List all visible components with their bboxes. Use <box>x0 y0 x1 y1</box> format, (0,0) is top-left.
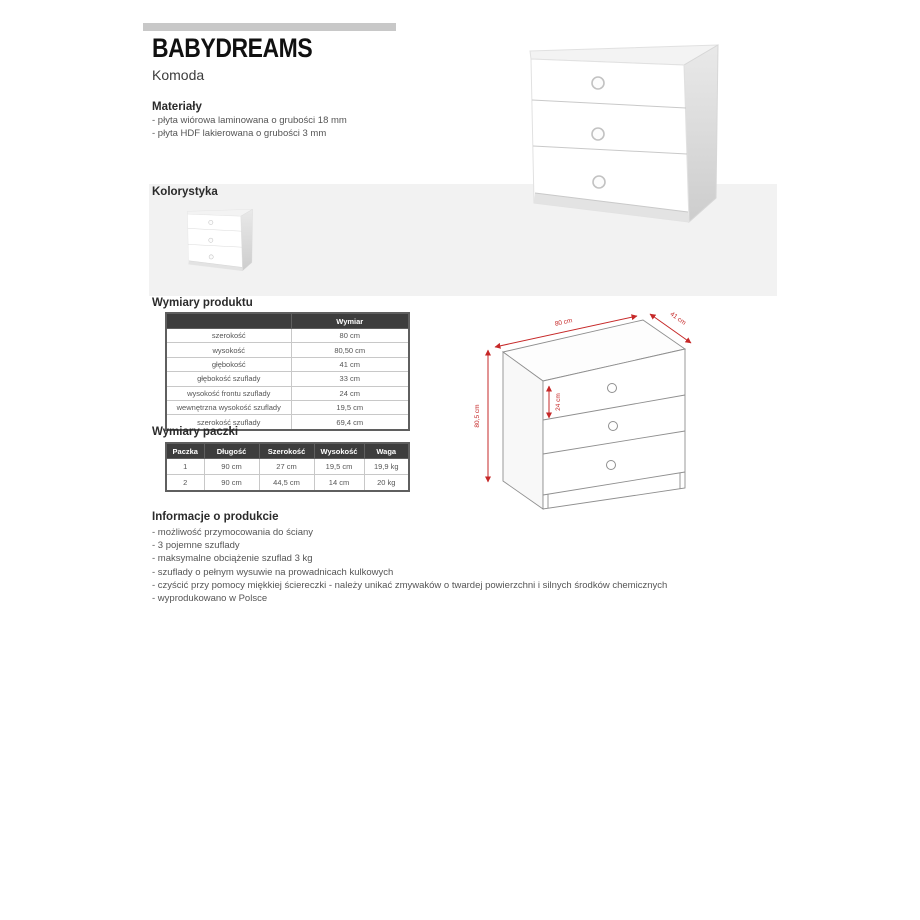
materials-list <box>152 114 347 140</box>
col-header-wysokosc: Wysokość <box>314 443 364 459</box>
package-dimensions-table <box>165 442 410 492</box>
technical-drawing <box>460 300 700 520</box>
dim-value-cell: 69,4 cm <box>291 415 409 430</box>
pack-weight-cell: 19,9 kg <box>364 459 409 475</box>
table-row <box>166 400 409 414</box>
col-header-waga: Waga <box>364 443 409 459</box>
materials-item: - płyta HDF lakierowana o grubości 3 mm <box>152 128 327 140</box>
product-info-item: - możliwość przymocowania do ściany <box>152 527 314 538</box>
empty-header-cell <box>166 313 291 329</box>
pack-weight-cell: 20 kg <box>364 475 409 492</box>
table-header-row <box>166 313 409 329</box>
dim-value-cell: 33 cm <box>291 372 409 386</box>
col-header-dlugosc: Długość <box>204 443 259 459</box>
table-row <box>166 386 409 400</box>
dim-label-cell: głębokość <box>166 357 291 371</box>
product-info-item: - maksymalne obciążenie szuflad 3 kg <box>152 553 313 565</box>
pack-length-cell: 90 cm <box>204 459 259 475</box>
dim-label-cell: wysokość <box>166 343 291 357</box>
dimension-label-drawer-height: 24 cm <box>555 393 562 411</box>
materials-heading: Materiały <box>152 101 202 113</box>
dim-value-cell: 80 cm <box>291 329 409 343</box>
pack-height-cell: 19,5 cm <box>314 459 364 475</box>
pack-width-cell: 27 cm <box>259 459 314 475</box>
product-info-item: - czyścić przy pomocy miękkiej ściereczki - należy unikać zmywaków o twardej powierzchni i silnych środków chemicznych <box>152 579 668 591</box>
dim-value-cell: 80,50 cm <box>291 343 409 357</box>
product-photo-dresser <box>518 36 748 271</box>
top-accent-bar <box>143 23 396 31</box>
pack-length-cell: 90 cm <box>204 475 259 492</box>
dimension-label-height: 80,5 cm <box>474 404 481 428</box>
product-info-list <box>152 526 667 605</box>
dim-label-cell: głębokość szuflady <box>166 372 291 386</box>
materials-item: - płyta wiórowa laminowana o grubości 18 mm <box>152 115 347 126</box>
table-row <box>166 357 409 371</box>
drawer-knob <box>609 422 618 431</box>
dim-label-cell: szerokość <box>166 329 291 343</box>
colors-heading: Kolorystyka <box>152 186 218 198</box>
table-row <box>166 329 409 343</box>
page-title: BABYDREAMS <box>152 33 313 63</box>
value-header-cell: Wymiar <box>291 313 409 329</box>
table-row <box>166 372 409 386</box>
product-dimensions-table <box>165 312 410 431</box>
pack-number-cell: 1 <box>166 459 204 475</box>
dim-value-cell: 19,5 cm <box>291 400 409 414</box>
product-info-item: - wyprodukowano w Polsce <box>152 593 268 605</box>
pack-height-cell: 14 cm <box>314 475 364 492</box>
table-row <box>166 459 409 475</box>
pack-width-cell: 44,5 cm <box>259 475 314 492</box>
product-info-heading: Informacje o produkcie <box>152 511 279 523</box>
drawer-knob <box>608 384 617 393</box>
dim-label-cell: wysokość frontu szuflady <box>166 386 291 400</box>
dim-label-cell: wewnętrzna wysokość szuflady <box>166 400 291 414</box>
page-subtitle: Komoda <box>152 67 205 83</box>
dim-value-cell: 24 cm <box>291 386 409 400</box>
product-info-item: - szuflady o pełnym wysuwie na prowadnicach kulkowych <box>152 566 394 578</box>
dimension-label-width: 80 cm <box>554 317 574 328</box>
dimension-label-depth: 41 cm <box>668 310 688 327</box>
drawer-knob <box>607 461 616 470</box>
product-dimensions-heading: Wymiary produktu <box>152 297 253 309</box>
col-header-szerokosc: Szerokość <box>259 443 314 459</box>
table-row <box>166 343 409 357</box>
col-header-paczka: Paczka <box>166 443 204 459</box>
pack-number-cell: 2 <box>166 475 204 492</box>
color-variant-thumbnail <box>183 206 263 288</box>
product-info-item: - 3 pojemne szuflady <box>152 540 240 552</box>
table-row <box>166 475 409 492</box>
package-dimensions-heading: Wymiary paczki <box>152 426 239 438</box>
dim-label-cell: szerokość szuflady <box>166 415 291 430</box>
table-header-row <box>166 443 409 459</box>
dim-value-cell: 41 cm <box>291 357 409 371</box>
